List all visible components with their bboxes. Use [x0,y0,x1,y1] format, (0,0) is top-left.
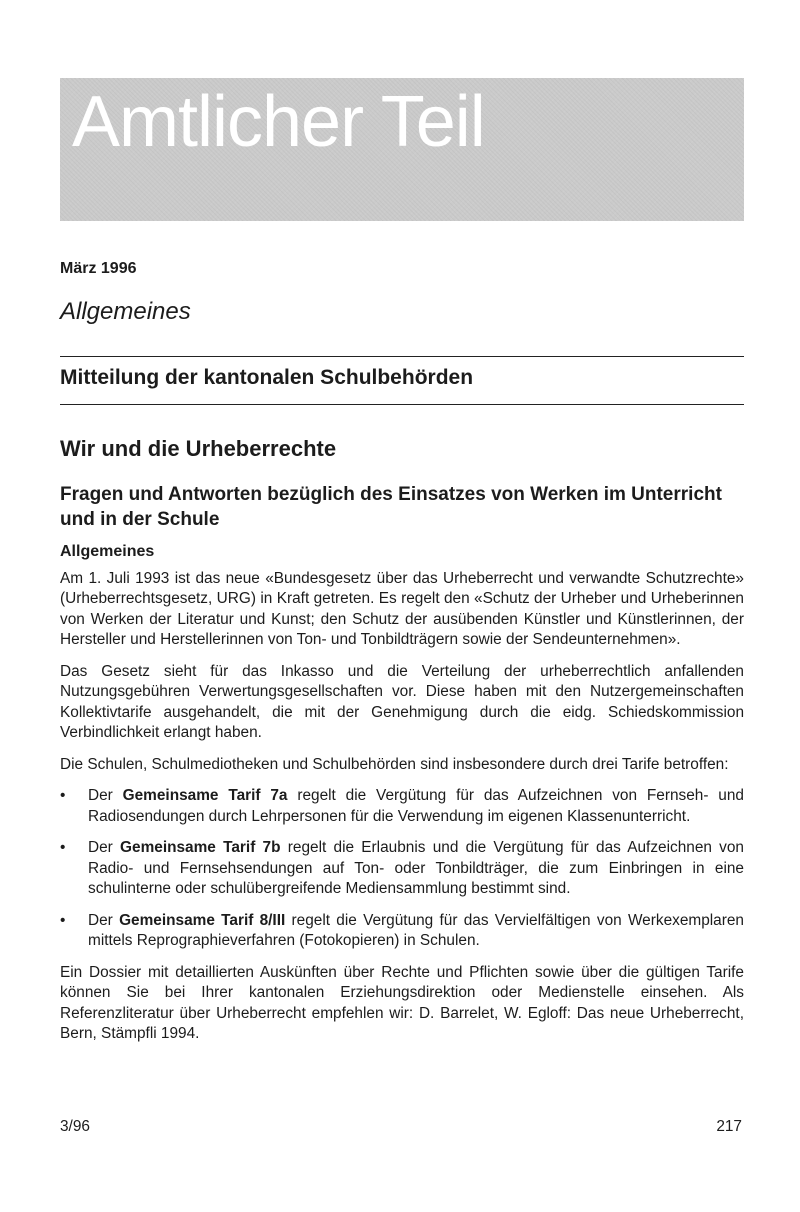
list-item [60,786,744,827]
tariff-name: Gemeinsame Tarif 8/III [119,911,286,929]
bullet-icon: • [60,787,66,804]
paragraph: Am 1. Juli 1993 ist das neue «Bundesgesetz über das Urheberrecht und verwandte Schutzrechte» (Urheberrechtsgesetz, URG) in Kraft getreten. Es regelt den «Schutz der Urheber und Urheberinnen von Werken der Literatur und Kunst; den Schutz der ausübenden Künstler und Künstlerinnen, der Hersteller und Herstellerinnen von Ton- und Tonbildträgern sowie der Sendeunternehmen». [60,569,744,648]
tariff-name: Gemeinsame Tarif 7a [122,787,288,804]
list-item [60,838,744,900]
issue-date: März 1996 [60,260,137,277]
footer-page-number: 217 [716,1118,742,1135]
divider-bottom [60,404,744,405]
divider-top [60,356,744,357]
list-item-text: regelt die Vergütung für das Aufzeichnen von Fernseh- und Radiosendungen durch Lehrpersonen für die Verwendung im eigenen Klassenunterricht. [88,787,744,825]
list-item-text: regelt die Vergütung für das Vervielfältigen von Werkexemplaren mittels Reprographieverfahren (Fotokopieren) in Schulen. [88,911,744,949]
banner-title: Amtlicher Teil [72,82,485,162]
tariff-name: Gemeinsame Tarif 7b [120,839,281,856]
list-item-prefix: Der [88,911,120,929]
category-heading: Allgemeines [60,298,191,325]
tariff-list [60,786,744,952]
article-title: Wir und die Urheberrechte [60,436,337,461]
list-item-prefix: Der [88,839,121,856]
closing-paragraph: Ein Dossier mit detaillierten Auskünften über Rechte und Pflichten sowie über die gültigen Tarife können Sie bei Ihrer kantonalen Erziehungsdirektion oder Medienstelle einsehen. Als Referenzliteratur über Urheberrecht empfehlen wir: D. Barrelet, W. Egloff: Das neue Urheberrecht, Bern, Stämpfli 1994. [60,963,744,1042]
list-item-text: regelt die Erlaubnis und die Vergütung für das Aufzeichnen von Radio- und Fernsehsendungen auf Ton- oder Tonbildträger, die zum Einbringen in eine schulinterne oder schulübergreifende Mediensammlung bestimmt sind. [88,839,744,897]
bullet-icon: • [60,911,66,929]
paragraph: Das Gesetz sieht für das Inkasso und die Verteilung der urheberrechtlich anfallenden Nutzungsgebühren Verwertungsgesellschaften vor. Diese haben mit den Nutzergemeinschaften Kollektivtarife ausgehandelt, die mit der Genehmigung durch die eidg. Schiedskommission Verbindlichkeit erlangt haben. [60,662,744,741]
announcement-title: Mitteilung der kantonalen Schulbehörden [60,366,474,389]
article-body [60,542,744,1056]
list-item-prefix: Der [88,787,123,804]
section-heading: Allgemeines [60,543,155,560]
article-subtitle: Fragen und Antworten bezüglich des Einsatzes von Werken im Unterricht und in der Schule [60,484,722,530]
paragraph: Die Schulen, Schulmediotheken und Schulbehörden sind insbesondere durch drei Tarife betroffen: [60,755,729,773]
section-banner [60,78,744,221]
list-item [60,911,744,952]
footer-issue-number: 3/96 [60,1118,90,1135]
bullet-icon: • [60,839,66,856]
